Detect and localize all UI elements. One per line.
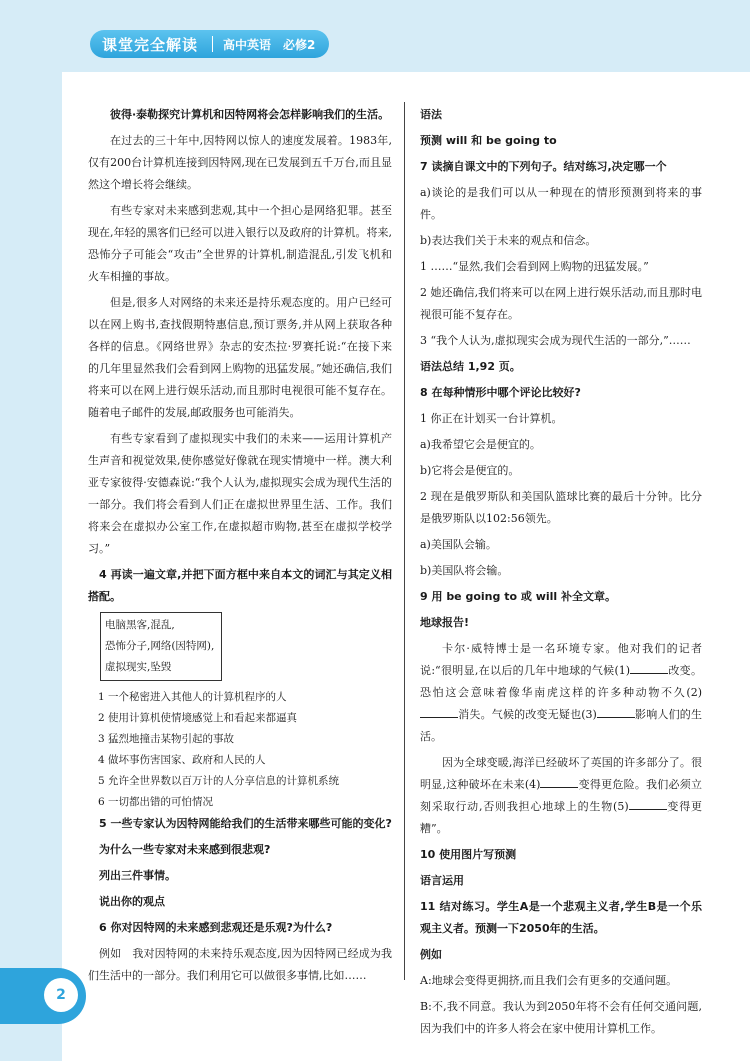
question: 说出你的观点 xyxy=(99,895,165,908)
example-answer: 例如 我对因特网的未来持乐观态度,因为因特网已经成为我们生活中的一部分。我们利用它可以做很多事情,比如…… xyxy=(88,947,392,982)
cloze-text: 影响人们的生活。 xyxy=(420,708,702,743)
definition-item: 1 一个秘密进入其他人的计算机程序的人 xyxy=(98,691,287,703)
task-11-heading: 11 结对练习。学生A是一个悲观主义者,学生B是一个乐观主义者。预测一下2050年的生活。 xyxy=(420,900,702,935)
task-10-heading: 10 使用图片写预测 xyxy=(420,848,517,861)
question: 列出三件事情。 xyxy=(99,869,176,882)
book-title: 课堂完全解读 xyxy=(102,35,199,54)
choice: a)美国队会输。 xyxy=(420,538,497,551)
grammar-subheading: 预测 will 和 be going to xyxy=(420,134,557,147)
cloze-paragraph-1 xyxy=(420,638,702,748)
blank-4[interactable] xyxy=(540,775,578,788)
choice: b)美国队将会输。 xyxy=(420,564,509,577)
task-9-heading: 9 用 be going to 或 will 补全文章。 xyxy=(420,590,616,603)
dialogue-a: A:地球会变得更拥挤,而且我们会有更多的交通问题。 xyxy=(420,974,678,987)
paragraph: 但是,很多人对网络的未来还是持乐观态度的。用户已经可以在网上购书,查找假期特惠信息,预订票务,并从网上获取各种各样的信息。《网络世界》杂志的安杰拉·罗赛托说:“在接下来的几年里显然我们会看到网上购物的迅猛发展。”她还确信,我们将来可以在网上进行娱乐活动,而且那时电视很可能不复存在。随着电子邮件的发展,邮政服务也可能消失。 xyxy=(88,296,392,419)
report-title: 地球报告! xyxy=(420,616,470,629)
paragraph: 有些专家对未来感到悲观,其中一个担心是网络犯罪。甚至现在,年轻的黑客们已经可以进入银行以及政府的计算机。将来,恐怖分子可能会“攻击”全世界的计算机,制造混乱,引发飞机和火车相撞的事故。 xyxy=(88,204,392,283)
option-a: a)谈论的是我们可以从一种现在的情形预测到将来的事件。 xyxy=(420,186,702,221)
question: 为什么一些专家对未来感到很悲观? xyxy=(99,843,271,856)
sentence: 3 “我个人认为,虚拟现实会成为现代生活的一部分,”…… xyxy=(420,334,691,347)
usage-heading: 语言运用 xyxy=(420,874,464,887)
choice: b)它将会是便宜的。 xyxy=(420,464,520,477)
paragraph: 在过去的三十年中,因特网以惊人的速度发展着。1983年,仅有200台计算机连接到因特网,现在已发展到五千万台,而且显然这个增长将会继续。 xyxy=(88,134,392,191)
definition-item: 2 使用计算机使情境感觉上和看起来都逼真 xyxy=(98,712,298,724)
task-6-heading: 6 你对因特网的未来感到悲观还是乐观?为什么? xyxy=(99,921,333,934)
definition-item: 5 允许全世界数以百万计的人分享信息的计算机系统 xyxy=(98,775,340,787)
grammar-heading: 语法 xyxy=(420,108,442,121)
choice: a)我希望它会是便宜的。 xyxy=(420,438,541,451)
cloze-text: 变得更危险。我们必须立刻采取行动,否则我担心地球上的生物(5) xyxy=(420,778,702,813)
task-7-heading: 7 读摘自课文中的下列句子。结对练习,决定哪一个 xyxy=(420,160,667,173)
sentence: 1 ……“显然,我们会看到网上购物的迅猛发展。” xyxy=(420,260,649,273)
definition-item: 3 猛烈地撞击某物引起的事故 xyxy=(98,733,235,745)
cloze-text: 改变。恐怕这会意味着像华南虎这样的许多种动物不久(2) xyxy=(420,664,702,699)
task-4-heading: 4 再读一遍文章,并把下面方框中来自本文的词汇与其定义相搭配。 xyxy=(88,568,392,603)
paragraph: 有些专家看到了虚拟现实中我们的未来——运用计算机产生声音和视觉效果,使你感觉好像就在现实情境中一样。澳大利亚专家彼得·安德森说:“我个人认为,虚拟现实会成为现代生活的一部分。我们将会看到人们正在虚拟世界里生活、工作。我们将来会在虚拟办公室工作,在虚拟超市购物,甚至在虚拟学校学习。” xyxy=(88,432,392,555)
word-box-line: 恐怖分子,网络(因特网), xyxy=(105,640,215,652)
dialogue-b: B:不,我不同意。我认为到2050年将不会有任何交通问题,因为我们中的许多人将会在家中使用计算机工作。 xyxy=(420,1000,702,1035)
subject-label: 高中英语 必修2 xyxy=(223,37,316,52)
definition-item: 4 做坏事伤害国家、政府和人民的人 xyxy=(98,754,266,766)
word-box xyxy=(100,612,222,681)
cloze-text: 变得更糟”。 xyxy=(420,800,703,835)
situation: 2 现在是俄罗斯队和美国队篮球比赛的最后十分钟。比分是俄罗斯队以102:56领先。 xyxy=(420,490,702,525)
grammar-summary: 语法总结 1,92 页。 xyxy=(420,360,521,373)
blank-1[interactable] xyxy=(630,661,668,674)
left-sidebar-band xyxy=(0,72,62,1061)
left-column xyxy=(88,104,392,991)
word-box-line: 虚拟现实,坠毁 xyxy=(105,661,172,673)
sentence: 2 她还确信,我们将来可以在网上进行娱乐活动,而且那时电视很可能不复存在。 xyxy=(420,286,702,321)
option-b: b)表达我们关于未来的观点和信念。 xyxy=(420,234,597,247)
header-pill xyxy=(90,30,329,58)
definition-item: 6 一切都出错的可怕情况 xyxy=(98,796,214,808)
cloze-paragraph-2 xyxy=(420,752,702,840)
cloze-text: 消失。气候的改变无疑也(3) xyxy=(458,708,597,721)
word-box-line: 电脑黑客,混乱, xyxy=(105,619,175,631)
cloze-text: 因为全球变暖,海洋已经破坏了英国的许多部分了。很明显,这种破坏在未来(4) xyxy=(420,756,702,791)
task-5-heading: 5 一些专家认为因特网能给我们的生活带来哪些可能的变化? xyxy=(99,817,392,830)
blank-3[interactable] xyxy=(597,705,635,718)
situation: 1 你正在计划买一台计算机。 xyxy=(420,412,563,425)
article-title: 彼得·泰勒探究计算机和因特网将会怎样影响我们的生活。 xyxy=(110,108,390,121)
cloze-text: 卡尔·威特博士是一名环境专家。他对我们的记者说:“很明显,在以后的几年中地球的气候(1) xyxy=(420,642,702,677)
example-label: 例如 xyxy=(420,948,442,961)
task-8-heading: 8 在每种情形中哪个评论比较好? xyxy=(420,386,581,399)
blank-5[interactable] xyxy=(629,797,667,810)
right-column xyxy=(420,104,702,1044)
blank-2[interactable] xyxy=(420,705,458,718)
page-number: 2 xyxy=(44,978,78,1012)
column-divider xyxy=(404,102,405,980)
